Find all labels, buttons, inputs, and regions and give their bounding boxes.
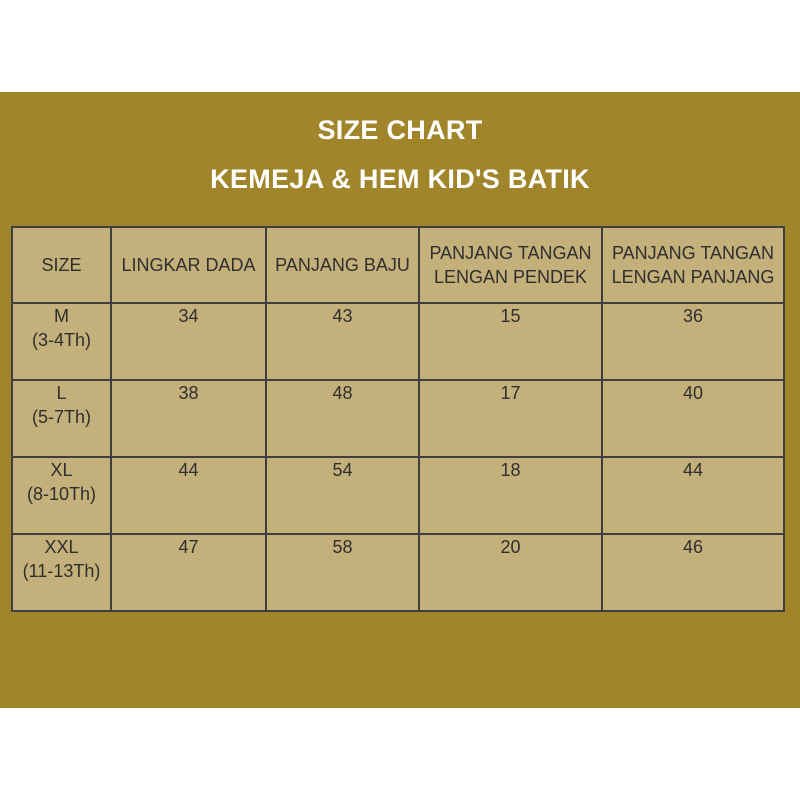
panjang-baju-value: 48 [266,380,419,457]
age-range: (3-4Th) [31,330,91,350]
size-label: XL [50,460,73,480]
panjang-baju-value: 58 [266,534,419,611]
lengan-panjang-value: 36 [602,303,784,380]
header-row [12,227,784,303]
lengan-pendek-value: 18 [419,457,602,534]
age-range: (5-7Th) [31,407,91,427]
size-label: XXL [44,537,79,557]
table-row [12,380,784,457]
lengan-pendek-value: 15 [419,303,602,380]
panjang-baju-value: 43 [266,303,419,380]
header-lengan-pendek [419,227,602,303]
header-lengan-panjang [602,227,784,303]
age-range: (8-10Th) [26,484,97,504]
size-cell [12,534,111,611]
table-row [12,534,784,611]
lengan-pendek-value: 20 [419,534,602,611]
header-lengan-pendek-line1: PANJANG TANGAN [429,243,592,263]
lengan-panjang-value: 46 [602,534,784,611]
lingkar-dada-value: 38 [111,380,266,457]
header-lengan-pendek-line2: LENGAN PENDEK [433,267,588,287]
header-panjang-baju [266,227,419,303]
header-lengan-panjang-line1: PANJANG TANGAN [611,243,775,263]
size-cell [12,457,111,534]
header-lengan-panjang-line2: LENGAN PANJANG [611,267,775,287]
lingkar-dada-value: 34 [111,303,266,380]
lingkar-dada-value: 47 [111,534,266,611]
size-cell [12,303,111,380]
size-chart-panel [0,92,800,708]
lingkar-dada-value: 44 [111,457,266,534]
chart-subtitle: KEMEJA & HEM KID'S BATIK [210,164,590,194]
size-label: L [56,383,67,403]
size-label: M [54,306,69,326]
header-size [12,227,111,303]
header-panjang-baju-label: PANJANG BAJU [275,255,410,275]
header-lingkar-dada [111,227,266,303]
age-range: (11-13Th) [22,561,101,581]
header-lingkar-dada-label: LINGKAR DADA [121,255,256,275]
chart-title: SIZE CHART [317,115,483,145]
header-size-label: SIZE [41,255,82,275]
size-table [11,226,785,612]
lengan-pendek-value: 17 [419,380,602,457]
lengan-panjang-value: 44 [602,457,784,534]
table-row [12,303,784,380]
table-row [12,457,784,534]
size-cell [12,380,111,457]
lengan-panjang-value: 40 [602,380,784,457]
panjang-baju-value: 54 [266,457,419,534]
